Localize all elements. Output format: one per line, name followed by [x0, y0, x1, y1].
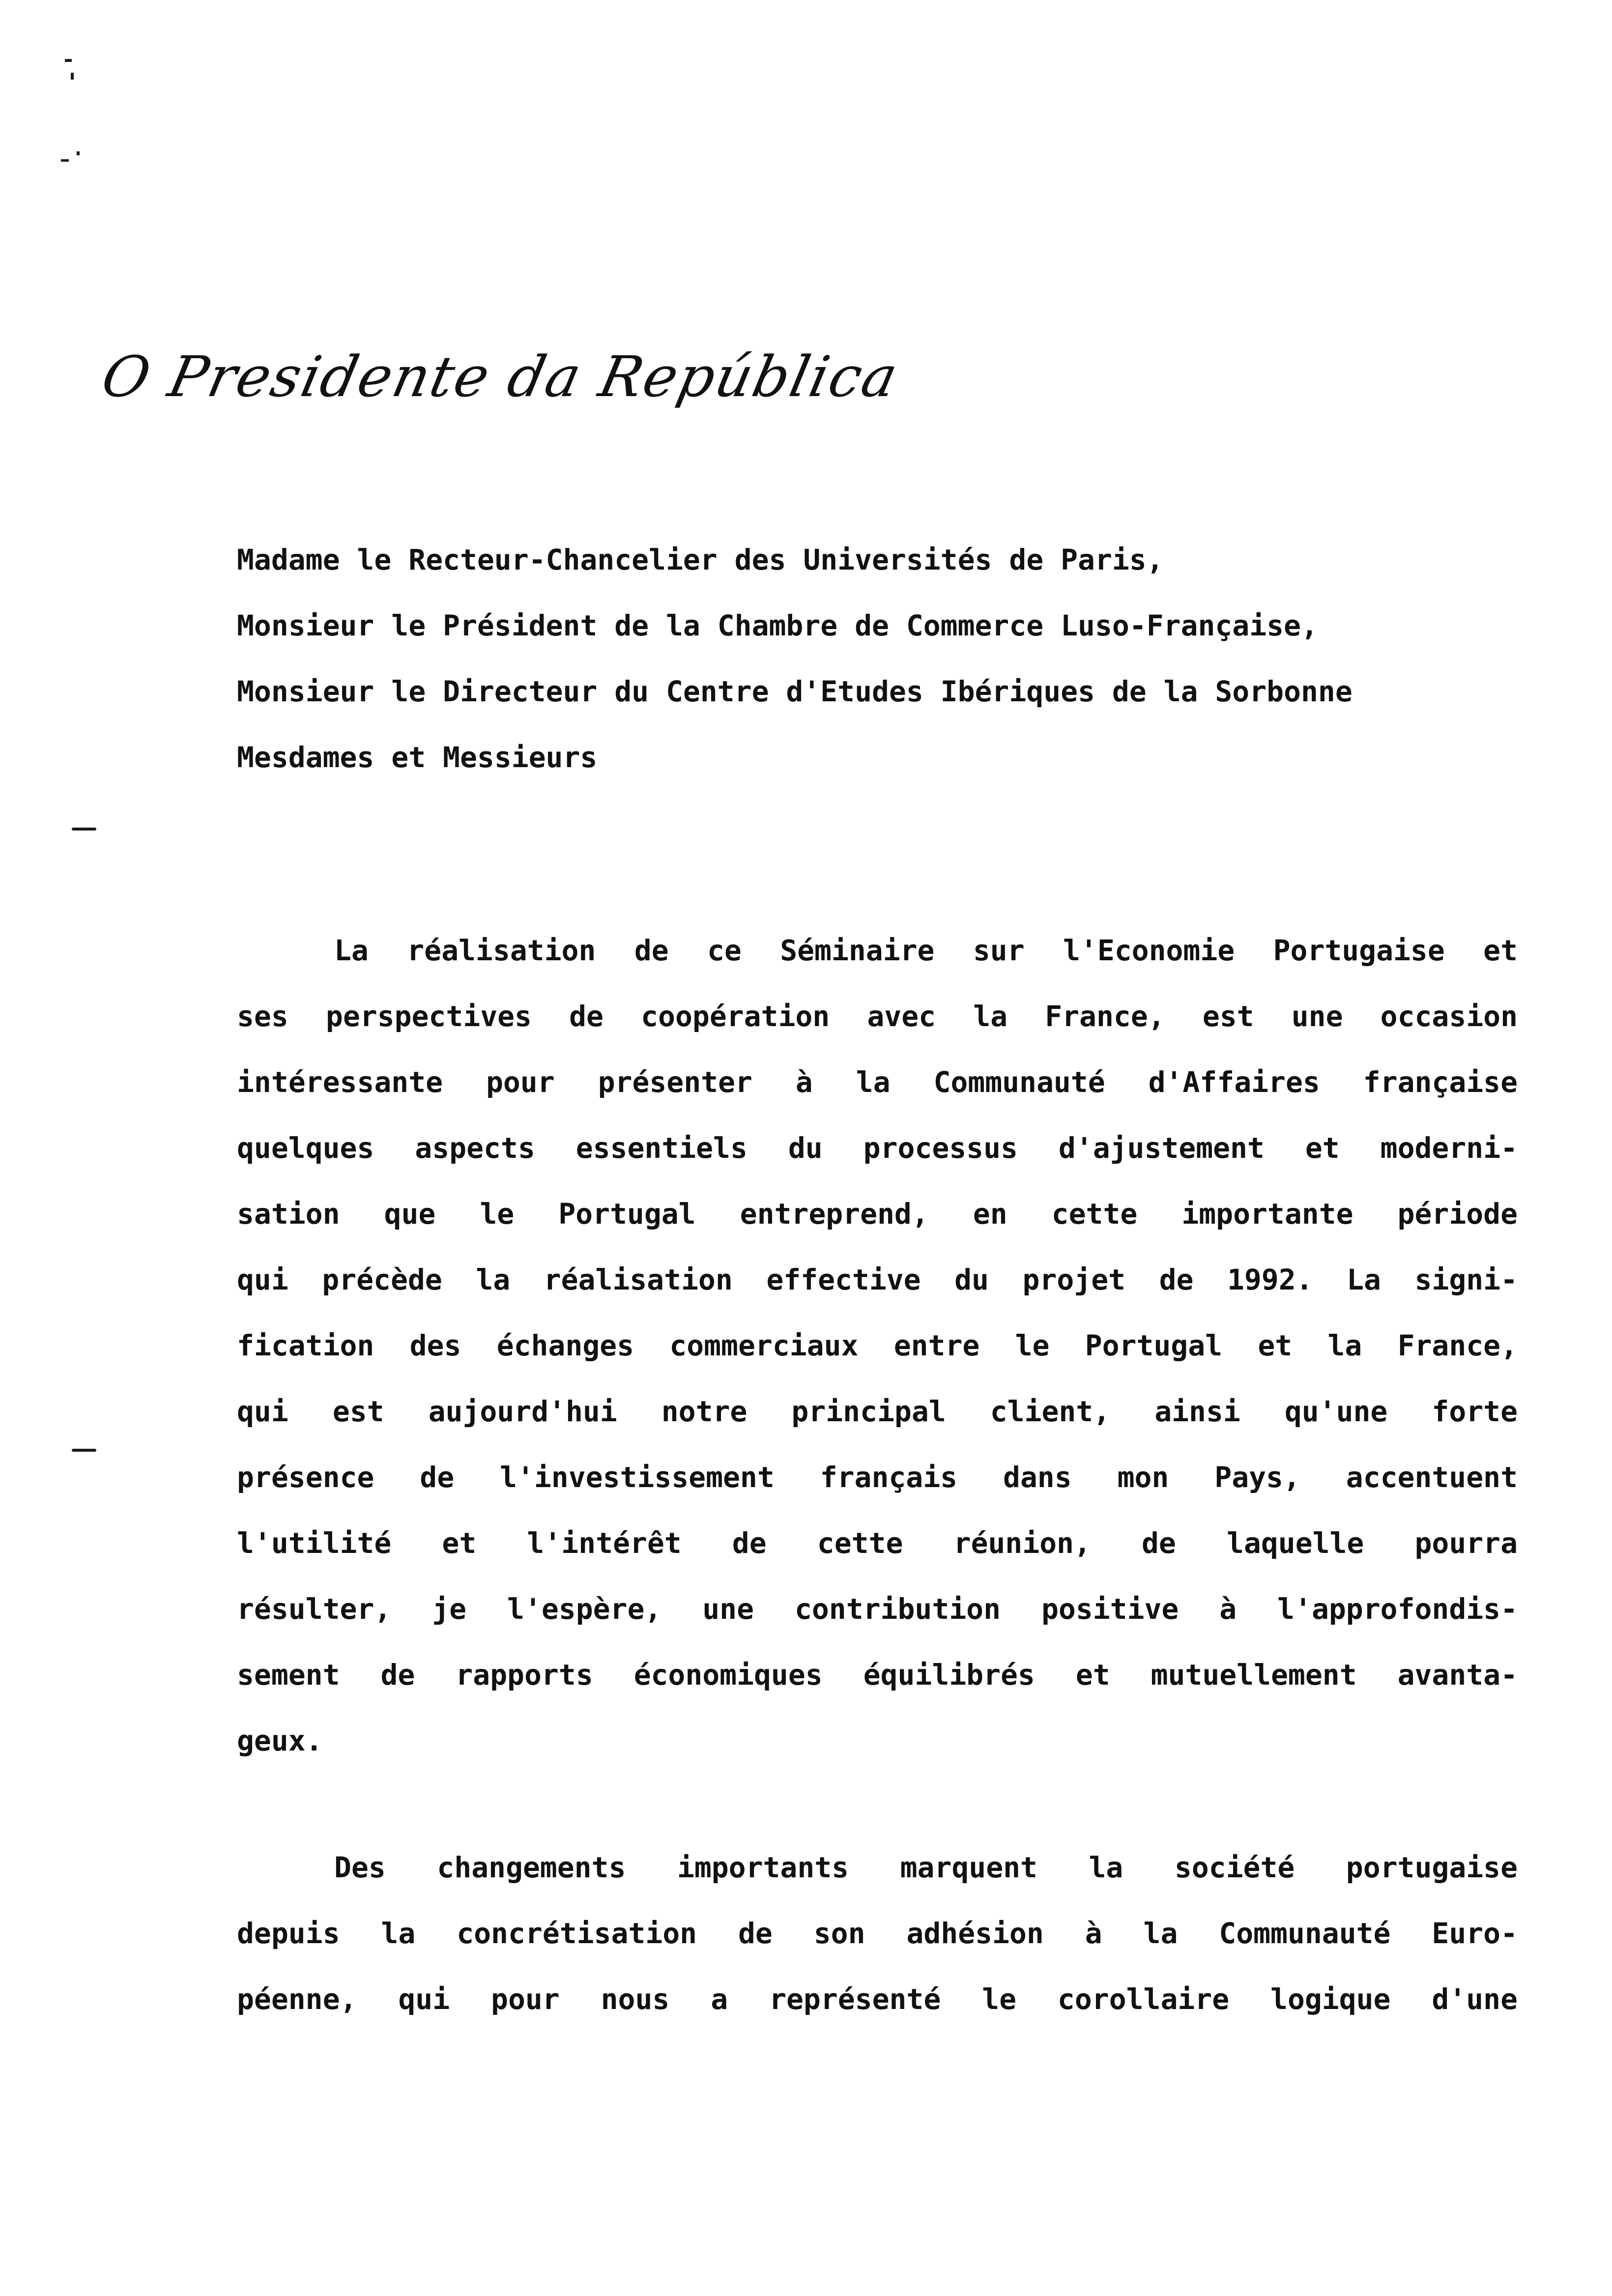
paragraph-line: péenne, qui pour nous a représenté le corollaire logique d'une [237, 1982, 1518, 2016]
paragraph-line: intéressante pour présenter à la Communauté d'Affaires française [237, 1065, 1518, 1099]
scan-speck [71, 73, 74, 80]
salutation-line: Monsieur le Directeur du Centre d'Etudes Ibériques de la Sorbonne [237, 675, 1353, 708]
paragraph-line: geux. [237, 1724, 323, 1757]
paragraph-line: quelques aspects essentiels du processus d'ajustement et moderni- [237, 1131, 1518, 1165]
paragraph-line: l'utilité et l'intérêt de cette réunion, de laquelle pourra [237, 1526, 1518, 1560]
salutation-line: Madame le Recteur-Chancelier des Universités de Paris, [237, 543, 1164, 576]
body-paragraph-1 [237, 918, 1518, 1774]
paragraph-line: fication des échanges commerciaux entre le Portugal et la France, [237, 1329, 1518, 1362]
paragraph-line: présence de l'investissement français dans mon Pays, accentuent [237, 1461, 1518, 1494]
scan-speck [61, 159, 69, 162]
scan-speck [65, 59, 72, 62]
salutation-block [237, 527, 1518, 790]
scan-speck [77, 151, 80, 155]
paragraph-line: ses perspectives de coopération avec la France, est une occasion [237, 1000, 1518, 1033]
paragraph-line: La réalisation de ce Séminaire sur l'Economie Portugaise et [334, 934, 1518, 967]
paragraph-line: Des changements importants marquent la société portugaise [334, 1851, 1518, 1884]
paragraph-line: sement de rapports économiques équilibrés et mutuellement avanta- [237, 1658, 1518, 1692]
punch-hole-mark [72, 828, 96, 831]
paragraph-line: sation que le Portugal entreprend, en cette importante période [237, 1197, 1518, 1231]
paragraph-line: qui précède la réalisation effective du projet de 1992. La signi- [237, 1263, 1518, 1296]
paragraph-line: résulter, je l'espère, une contribution positive à l'approfondis- [237, 1592, 1518, 1626]
letterhead-title: O Presidente da República [96, 344, 905, 409]
body-paragraph-2 [237, 1835, 1518, 2032]
salutation-line: Monsieur le Président de la Chambre de Commerce Luso-Française, [237, 609, 1318, 642]
salutation-line: Mesdames et Messieurs [237, 741, 598, 774]
punch-hole-mark [72, 1449, 96, 1452]
paragraph-line: depuis la concrétisation de son adhésion à la Communauté Euro- [237, 1917, 1518, 1950]
paragraph-line: qui est aujourd'hui notre principal client, ainsi qu'une forte [237, 1395, 1518, 1428]
